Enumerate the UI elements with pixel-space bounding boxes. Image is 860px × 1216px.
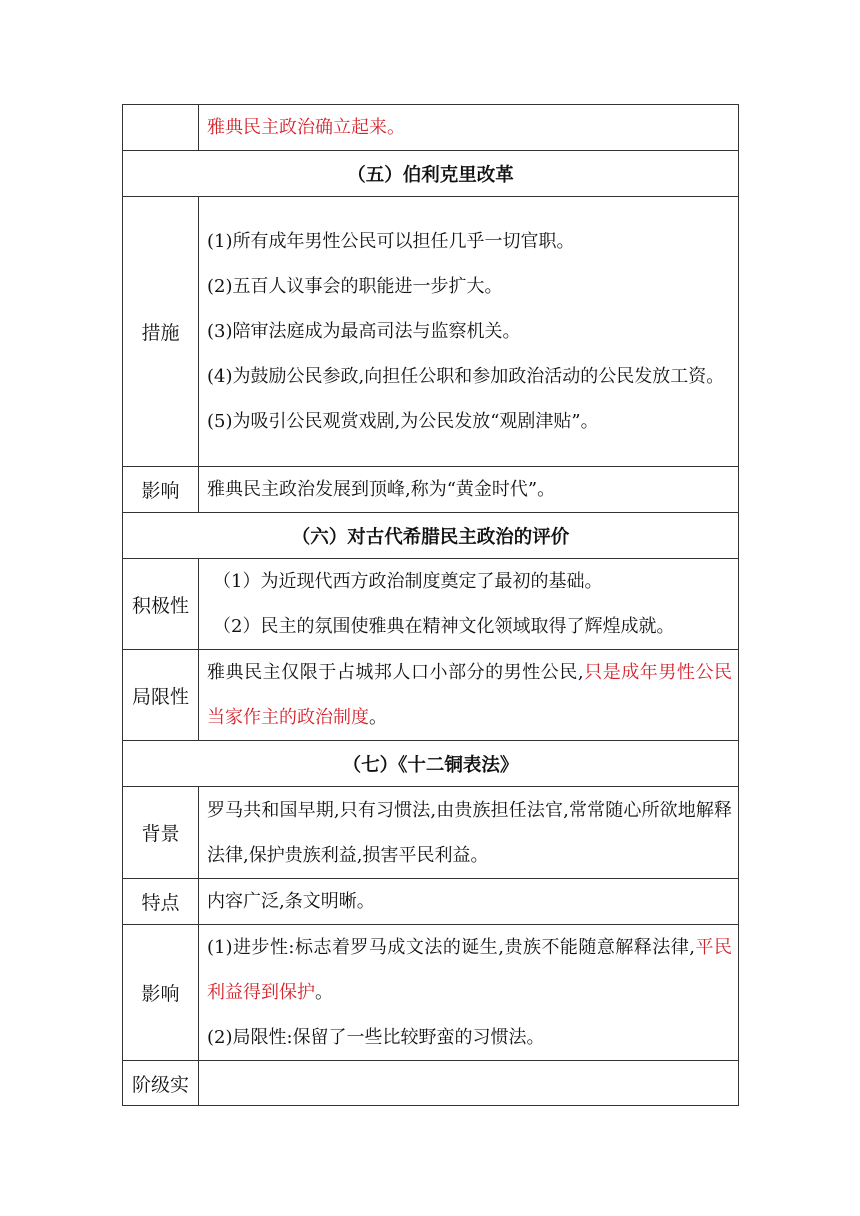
row-content-empty — [199, 1061, 739, 1106]
table-row — [123, 559, 739, 650]
row-label-empty — [123, 105, 199, 151]
table-row — [123, 650, 739, 741]
influence-highlight: 平民利益得到保护 — [207, 937, 732, 1003]
limitation-text-c: 。 — [369, 707, 387, 728]
measure-item: (5)为吸引公民观赏戏剧,为公民发放“观剧津贴”。 — [207, 411, 599, 432]
row-content-features — [199, 879, 739, 925]
row-label-features: 特点 — [123, 879, 199, 925]
row-content-influence — [199, 467, 739, 513]
table-row — [123, 1061, 739, 1106]
influence-item-a: (1)进步性:标志着罗马成文法的诞生,贵族不能随意解释法律, — [207, 937, 696, 958]
table-row — [123, 787, 739, 879]
row-label-limitation: 局限性 — [123, 650, 199, 741]
limitation-text-a: 雅典民主仅限于占城邦人口小部分的男性公民, — [207, 662, 584, 683]
table-row — [123, 925, 739, 1061]
summary-table — [122, 104, 739, 1106]
section-header-row — [123, 151, 739, 197]
row-label-class-nature: 阶级实 — [123, 1061, 199, 1106]
section-title-6: （六）对古代希腊民主政治的评价 — [123, 513, 739, 559]
row-content-positive — [199, 559, 739, 650]
influence-text: 雅典民主政治发展到顶峰,称为“黄金时代”。 — [207, 479, 556, 500]
row-label-measures: 措施 — [123, 197, 199, 467]
row-label-influence-7: 影响 — [123, 925, 199, 1061]
row-content-background — [199, 787, 739, 879]
section-header-row — [123, 741, 739, 787]
table-row — [123, 197, 739, 467]
table-row — [123, 467, 739, 513]
democracy-established-text: 雅典民主政治确立起来。 — [207, 117, 405, 138]
features-text: 内容广泛,条文明晰。 — [207, 891, 375, 912]
background-text: 罗马共和国早期,只有习惯法,由贵族担任法官,常常随心所欲地解释法律,保护贵族利益,损害平民利益。 — [207, 799, 732, 866]
section-header-row — [123, 513, 739, 559]
row-content-influence-7 — [199, 925, 739, 1061]
measure-item: (1)所有成年男性公民可以担任几乎一切官职。 — [207, 231, 575, 252]
row-content-measures — [199, 197, 739, 467]
influence-item: (2)局限性:保留了一些比较野蛮的习惯法。 — [207, 1027, 545, 1048]
influence-item — [207, 925, 732, 1015]
row-content — [199, 105, 739, 151]
row-label-background: 背景 — [123, 787, 199, 879]
measure-item: (4)为鼓励公民参政,向担任公职和参加政治活动的公民发放工资。 — [207, 366, 725, 387]
limitation-text — [207, 650, 732, 740]
section-title-7: （七）《十二铜表法》 — [123, 741, 739, 787]
measure-item: (2)五百人议事会的职能进一步扩大。 — [207, 276, 503, 297]
measure-item: (3)陪审法庭成为最高司法与监察机关。 — [207, 321, 521, 342]
row-label-positive: 积极性 — [123, 559, 199, 650]
positive-item: （2）民主的氛围使雅典在精神文化领域取得了辉煌成就。 — [213, 616, 675, 637]
row-content-limitation — [199, 650, 739, 741]
table-row — [123, 105, 739, 151]
limitation-highlight: 只是成年男性公民当家作主的政治制度 — [207, 662, 732, 728]
table-row — [123, 879, 739, 925]
row-label-influence: 影响 — [123, 467, 199, 513]
positive-item: （1）为近现代西方政治制度奠定了最初的基础。 — [213, 571, 603, 592]
influence-item-c: 。 — [315, 982, 333, 1003]
section-title-5: （五）伯利克里改革 — [123, 151, 739, 197]
